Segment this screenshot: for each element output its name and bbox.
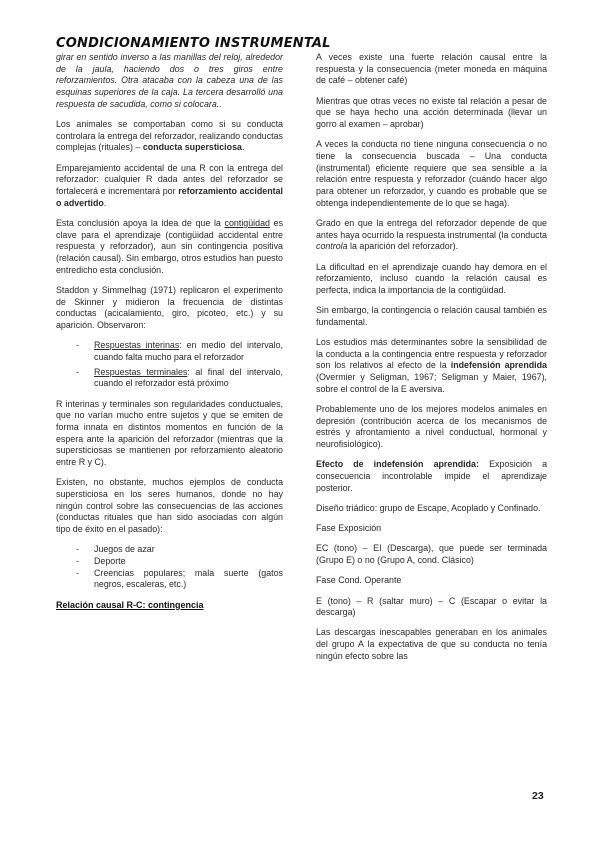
paragraph-accidental [56, 163, 283, 210]
list-item [94, 367, 283, 390]
paragraph: Fase Cond. Operante [316, 575, 402, 586]
responses-list [56, 340, 283, 390]
examples-list [56, 544, 283, 591]
page-number: 23 [532, 790, 544, 802]
bold-term: reforzamiento accidental o advertido [56, 186, 284, 208]
paragraph [316, 218, 547, 253]
paragraph: Sin embargo, la contingencia o relación causal también es fundamental. [316, 305, 547, 327]
text: Los estudios más determinantes sobre la sensibilidad de la conducta a la contingencia entre respuesta y reforzador son los relativos al efecto de la [316, 337, 547, 371]
text: Grado en que la entrega del reforzador depende de que antes haya ocurrido la respuesta instrumental (la conducta [316, 217, 547, 240]
paragraph-contiguity [56, 218, 283, 277]
text: Exposición a consecuencia incontrolable impide el aprendizaje posterior. [316, 459, 548, 493]
list-item: - Creencias populares; mala suerte (gatos negros, escaleras, etc.) [94, 568, 283, 591]
paragraph-superstitious [56, 119, 283, 154]
text: . [103, 197, 107, 208]
bold-term: conducta supersticiosa [142, 142, 242, 153]
text: es clave para el aprendizaje (contigüidad accidental entre respuesta y reforzador), aun sin contingencia positiva (relación causal). Sin embargo, otros estudios han puesto entredicho esta conclusión. [56, 217, 284, 275]
bold-term: indefensión aprendida [450, 360, 547, 371]
underlined-term: contigüidad [224, 217, 270, 228]
right-column [316, 52, 547, 671]
intro-paragraph: girar en sentido inverso a las manillas del reloj, alrededor de la jaula, haciendo dos o tres giros entre reforzamientos. Otra atacaba con la cabeza una de las esquinas superiores de la caja. La tercera desarrolló una respuesta de sacudida, como si colocara.. [56, 52, 283, 109]
paragraph: A veces la conducta no tiene ninguna consecuencia o no tiene la consecuencia buscada – Una conducta (instrumental) eficiente requiere que sea sensible a la relación entre respuesta y reforzador (cuándo hacer algo para obtener un reforzador, y cuando es probable que se obtenga independientemente de lo que se haga). [316, 139, 547, 208]
list-item: - Deporte [94, 556, 283, 568]
text: la aparición del reforzador). [350, 241, 459, 252]
paragraph [316, 459, 547, 494]
section-heading: Relación causal R-C: contingencia [56, 599, 204, 610]
text: Emparejamiento accidental de una R con la entrega del reforzador: cualquier R dada antes del reforzador se fortalecerá e incrementará por [56, 162, 283, 197]
paragraph [316, 337, 547, 396]
paragraph-staddon: Staddon y Simmelhag (1971) replicaron el experimento de Skinner y midieron la frecuencia de distintas conductas (acicalamiento, giro, picoteo, etc.) y su aparición. Observaron: [56, 284, 283, 331]
paragraph-interim-terminal: R interinas y terminales son regularidades conductuales, que no varían mucho entre sujetos y que se emiten de forma innata en distintos momentos en función de la espera ante la aparición del reforzador (mientras que la supersticiosas se mantienen por reforzamiento aleatorio entre R y C). [56, 398, 283, 468]
list-item: - Juegos de azar [94, 544, 283, 556]
paragraph: Probablemente uno de los mejores modelos animales en depresión (contribución acerca de los mecanismos de estrés y afrontamiento a nivel conductual, hormonal y neurofisiológico). [316, 404, 547, 450]
text: . [241, 142, 245, 153]
paragraph: A veces existe una fuerte relación causal entre la respuesta y la consecuencia (meter moneda en máquina de café – obtener café) [316, 52, 547, 86]
paragraph: Fase Exposición [316, 523, 382, 534]
paragraph: La dificultad en el aprendizaje cuando hay demora en el reforzamiento, incluso cuando la relación causal es perfecta, indica la importancia de la contigüidad. [316, 261, 547, 295]
list-item [94, 340, 283, 363]
paragraph: Las descargas inescapables generaban en los animales del grupo A la expectativa de que su conducta no tenía ningún efecto sobre las [316, 627, 547, 661]
italic-term: controla [316, 241, 348, 252]
text: (Overmier y Seligman, 1967; Seligman y Maier, 1967), sobre el control de la E aversiva. [316, 372, 547, 394]
left-column [56, 52, 283, 611]
text: Esta conclusión apoya la idea de que la [56, 217, 221, 228]
paragraph: E (tono) – R (saltar muro) – C (Escapar o evitar la descarga) [316, 595, 547, 618]
text: Los animales se comportaban como si su conducta controlara la entrega del reforzador, realizando conductas complejas (rituales) – [56, 119, 283, 153]
paragraph: Diseño triádico: grupo de Escape, Acoplado y Confinado. [316, 503, 541, 513]
paragraph: Mientras que otras veces no existe tal relación a pesar de que se haya hecho una acción determinada (llevar un gorro al examen – aprobar) [316, 95, 547, 130]
page-title: CONDICIONAMIENTO INSTRUMENTAL [56, 36, 331, 51]
underlined-term: Respuestas interinas [94, 340, 180, 351]
text: : al final del intervalo, cuando el reforzador está próximo [94, 366, 283, 389]
paragraph-human-examples: Existen, no obstante, muchos ejemplos de conducta supersticiosa en los seres humanos, donde no hay ningún control sobre las consecuencias de las acciones (conductas rituales que han sido asociadas con algún tipo de éxito en el pasado): [56, 477, 283, 535]
text: : en medio del intervalo, cuando falta mucho para el reforzador [94, 340, 283, 362]
bold-term: Efecto de indefensión aprendida: [316, 459, 479, 470]
underlined-term: Respuestas terminales [94, 366, 188, 377]
paragraph: EC (tono) – EI (Descarga), que puede ser terminada (Grupo E) o no (Grupo A, cond. Clásico) [316, 543, 547, 566]
